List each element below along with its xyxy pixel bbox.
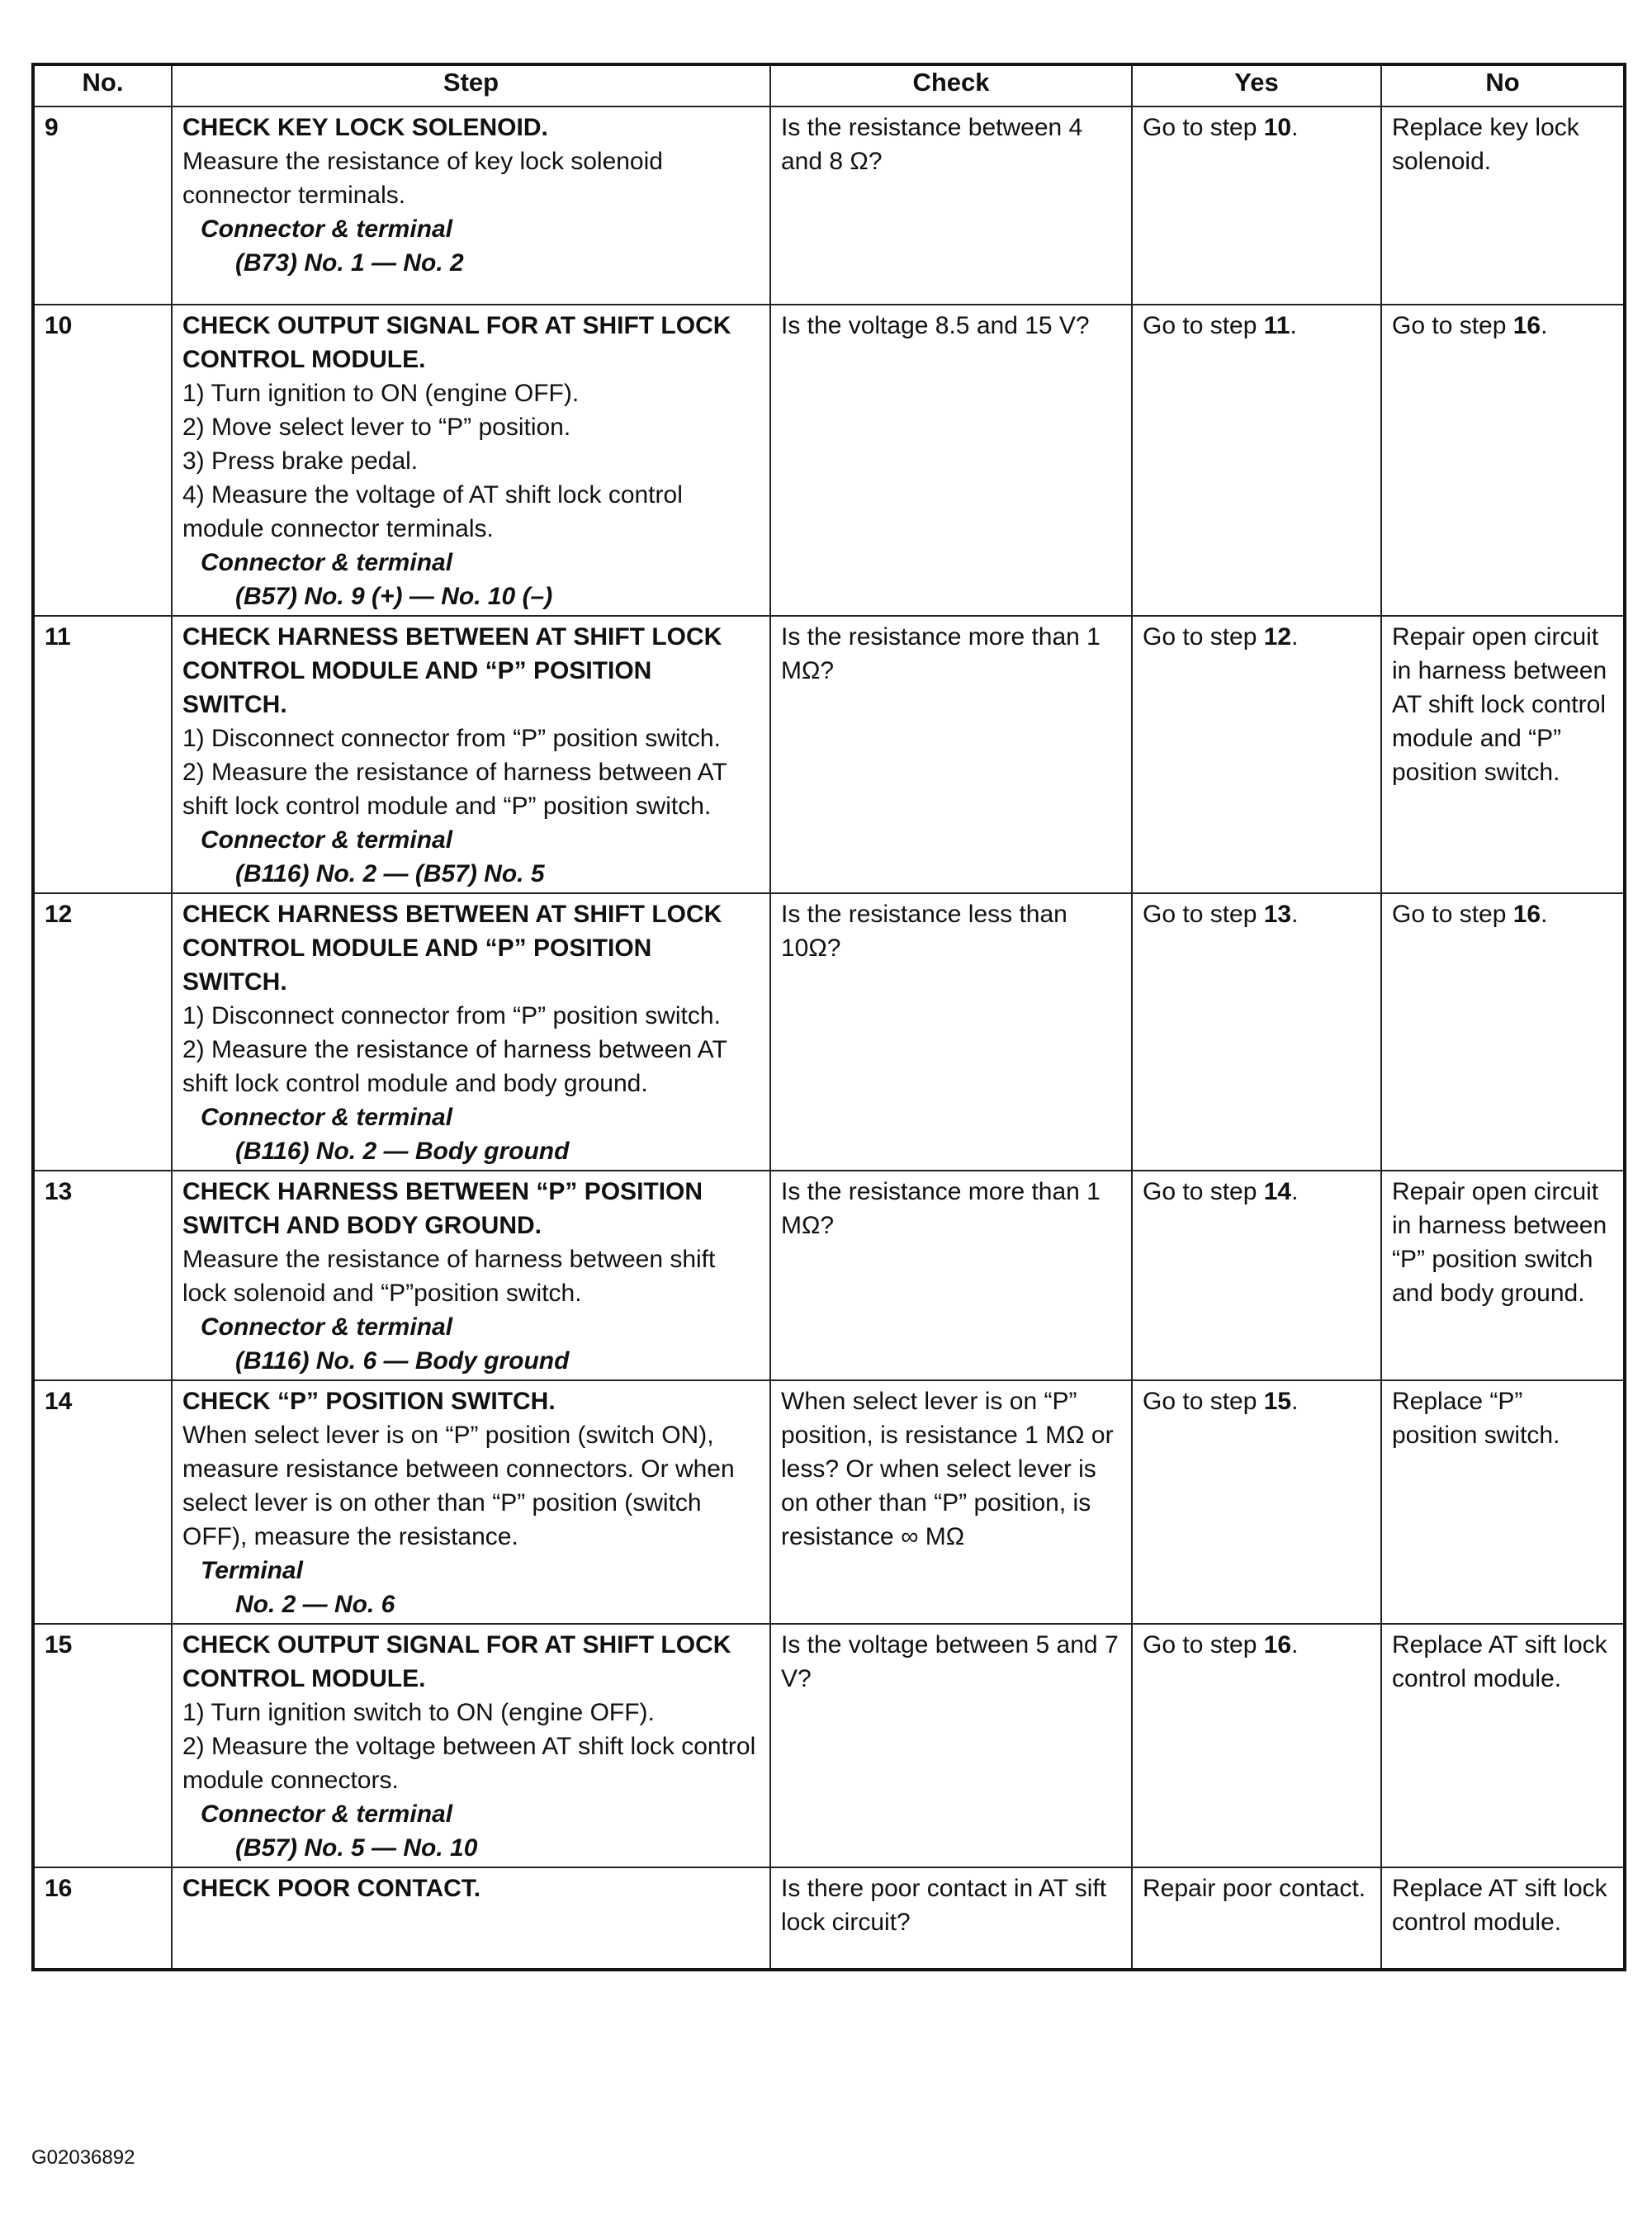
check-cell: Is the resistance less than 10Ω? [770, 893, 1132, 1171]
step-number: 13 [33, 1171, 172, 1380]
table-row [33, 1624, 1625, 1867]
step-instruction: 1) Disconnect connector from “P” position switch. [182, 725, 721, 752]
yes-cell [1132, 1624, 1381, 1867]
no-cell-text: Repair open circuit in harness between “P” position switch and body ground. [1392, 1178, 1607, 1307]
yes-cell-text: Go to step [1143, 1631, 1264, 1659]
no-cell-step-ref: 16 [1512, 901, 1541, 928]
step-cell [172, 106, 770, 305]
step-instruction: 1) Disconnect connector from “P” position switch. [182, 1002, 721, 1029]
no-cell [1381, 106, 1625, 305]
step-title: CHECK OUTPUT SIGNAL FOR AT SHIFT LOCK CONTROL MODULE. [182, 312, 731, 373]
table-row [33, 305, 1625, 616]
step-title: CHECK “P” POSITION SWITCH. [182, 1388, 556, 1415]
no-cell-suffix: . [1541, 901, 1548, 928]
no-cell-step-ref: 16 [1512, 312, 1541, 339]
step-number: 12 [33, 893, 172, 1171]
step-instruction: 2) Measure the resistance of harness between AT shift lock control module and body ground. [182, 1036, 727, 1097]
no-cell-text: Replace “P” position switch. [1392, 1388, 1560, 1449]
step-number: 14 [33, 1380, 172, 1624]
no-cell [1381, 1380, 1625, 1624]
no-cell-text: Replace AT sift lock control module. [1392, 1631, 1607, 1692]
step-title: CHECK KEY LOCK SOLENOID. [182, 114, 548, 141]
connector-label: Terminal [201, 1557, 303, 1584]
no-cell-text: Go to step [1392, 312, 1513, 339]
yes-cell [1132, 893, 1381, 1171]
yes-cell-text: Go to step [1143, 623, 1264, 651]
yes-cell-suffix: . [1291, 623, 1299, 651]
header-yes: Yes [1132, 64, 1381, 106]
step-instruction: 2) Measure the voltage between AT shift lock control module connectors. [182, 1733, 756, 1794]
yes-cell [1132, 616, 1381, 893]
header-row [33, 64, 1625, 106]
connector-terminals: (B57) No. 9 (+) — No. 10 (–) [235, 583, 553, 610]
step-cell [172, 616, 770, 893]
step-instruction: Measure the resistance of key lock solenoid connector terminals. [182, 148, 663, 209]
check-cell: Is there poor contact in AT sift lock circuit? [770, 1867, 1132, 1970]
yes-cell-step-ref: 14 [1263, 1178, 1292, 1205]
table-row [33, 1380, 1625, 1624]
connector-terminals: (B116) No. 2 — (B57) No. 5 [235, 860, 545, 887]
connector-label: Connector & terminal [201, 1313, 453, 1341]
yes-cell-suffix: . [1291, 1178, 1299, 1205]
step-instruction: 4) Measure the voltage of AT shift lock control module connector terminals. [182, 481, 683, 542]
check-cell: Is the resistance more than 1 MΩ? [770, 1171, 1132, 1380]
yes-cell-step-ref: 16 [1263, 1631, 1292, 1659]
check-cell: Is the voltage between 5 and 7 V? [770, 1624, 1132, 1867]
step-number: 16 [33, 1867, 172, 1970]
step-title: CHECK OUTPUT SIGNAL FOR AT SHIFT LOCK CONTROL MODULE. [182, 1631, 731, 1692]
step-number: 10 [33, 305, 172, 616]
connector-terminals: (B57) No. 5 — No. 10 [235, 1834, 478, 1862]
diagnostic-table [31, 63, 1626, 1971]
header-step: Step [172, 64, 770, 106]
check-cell: When select lever is on “P” position, is resistance 1 MΩ or less? Or when select lever is on other than “P” position, is resistance ∞ MΩ [770, 1380, 1132, 1624]
yes-cell-step-ref: 15 [1263, 1388, 1292, 1415]
step-instruction: 3) Press brake pedal. [182, 447, 419, 475]
header-no: No. [33, 64, 172, 106]
step-number: 11 [33, 616, 172, 893]
step-title: CHECK HARNESS BETWEEN AT SHIFT LOCK CONTROL MODULE AND “P” POSITION SWITCH. [182, 623, 722, 718]
document-code: G02036892 [31, 2146, 135, 2169]
step-instruction: 1) Turn ignition to ON (engine OFF). [182, 380, 580, 407]
yes-cell [1132, 1171, 1381, 1380]
yes-cell-text: Repair poor contact. [1143, 1875, 1366, 1902]
step-cell [172, 1171, 770, 1380]
step-cell [172, 305, 770, 616]
yes-cell-step-ref: 10 [1263, 114, 1292, 141]
step-instruction: Measure the resistance of harness between shift lock solenoid and “P”position switch. [182, 1246, 716, 1307]
step-cell [172, 893, 770, 1171]
yes-cell-suffix: . [1290, 312, 1297, 339]
step-instruction: When select lever is on “P” position (switch ON), measure resistance between connectors. Or when select lever is on other than “P” position (switch OFF), measure the resistance. [182, 1422, 735, 1550]
connector-terminals: No. 2 — No. 6 [235, 1591, 395, 1618]
connector-terminals: (B73) No. 1 — No. 2 [235, 249, 464, 277]
yes-cell-text: Go to step [1143, 901, 1264, 928]
no-cell [1381, 1624, 1625, 1867]
step-instruction: 2) Measure the resistance of harness between AT shift lock control module and “P” position switch. [182, 759, 727, 820]
yes-cell [1132, 1380, 1381, 1624]
step-title: CHECK HARNESS BETWEEN AT SHIFT LOCK CONTROL MODULE AND “P” POSITION SWITCH. [182, 901, 722, 996]
yes-cell-step-ref: 12 [1263, 623, 1292, 651]
no-cell-text: Repair open circuit in harness between AT shift lock control module and “P” position switch. [1392, 623, 1607, 786]
connector-label: Connector & terminal [201, 215, 453, 243]
no-cell-suffix: . [1541, 312, 1548, 339]
no-cell [1381, 616, 1625, 893]
connector-label: Connector & terminal [201, 549, 453, 576]
yes-cell-text: Go to step [1143, 312, 1264, 339]
yes-cell [1132, 305, 1381, 616]
step-instruction: 2) Move select lever to “P” position. [182, 414, 571, 441]
connector-terminals: (B116) No. 2 — Body ground [235, 1138, 570, 1165]
yes-cell-suffix: . [1291, 114, 1299, 141]
connector-label: Connector & terminal [201, 1104, 453, 1131]
step-cell [172, 1867, 770, 1970]
no-cell-text: Replace key lock solenoid. [1392, 114, 1579, 175]
no-cell-text: Go to step [1392, 901, 1513, 928]
no-cell [1381, 305, 1625, 616]
step-cell [172, 1624, 770, 1867]
yes-cell [1132, 106, 1381, 305]
table-body [33, 106, 1625, 1970]
table-row [33, 106, 1625, 305]
header-no-result: No [1381, 64, 1625, 106]
connector-terminals: (B116) No. 6 — Body ground [235, 1347, 570, 1375]
yes-cell-suffix: . [1291, 1388, 1299, 1415]
step-title: CHECK HARNESS BETWEEN “P” POSITION SWITCH AND BODY GROUND. [182, 1178, 703, 1239]
check-cell: Is the resistance more than 1 MΩ? [770, 616, 1132, 893]
check-cell: Is the voltage 8.5 and 15 V? [770, 305, 1132, 616]
connector-label: Connector & terminal [201, 826, 453, 854]
yes-cell-text: Go to step [1143, 114, 1264, 141]
yes-cell [1132, 1867, 1381, 1970]
table-row [33, 893, 1625, 1171]
step-cell [172, 1380, 770, 1624]
yes-cell-text: Go to step [1143, 1388, 1264, 1415]
yes-cell-step-ref: 11 [1263, 312, 1290, 339]
no-cell [1381, 893, 1625, 1171]
no-cell-text: Replace AT sift lock control module. [1392, 1875, 1607, 1936]
step-title: CHECK POOR CONTACT. [182, 1875, 481, 1902]
step-number: 15 [33, 1624, 172, 1867]
table-row [33, 1867, 1625, 1970]
yes-cell-suffix: . [1291, 1631, 1299, 1659]
yes-cell-step-ref: 13 [1263, 901, 1292, 928]
step-number: 9 [33, 106, 172, 305]
table-row [33, 616, 1625, 893]
no-cell [1381, 1171, 1625, 1380]
check-cell: Is the resistance between 4 and 8 Ω? [770, 106, 1132, 305]
connector-label: Connector & terminal [201, 1800, 453, 1828]
step-instruction: 1) Turn ignition switch to ON (engine OFF). [182, 1699, 655, 1726]
header-check: Check [770, 64, 1132, 106]
yes-cell-suffix: . [1291, 901, 1299, 928]
table-row [33, 1171, 1625, 1380]
no-cell [1381, 1867, 1625, 1970]
yes-cell-text: Go to step [1143, 1178, 1264, 1205]
